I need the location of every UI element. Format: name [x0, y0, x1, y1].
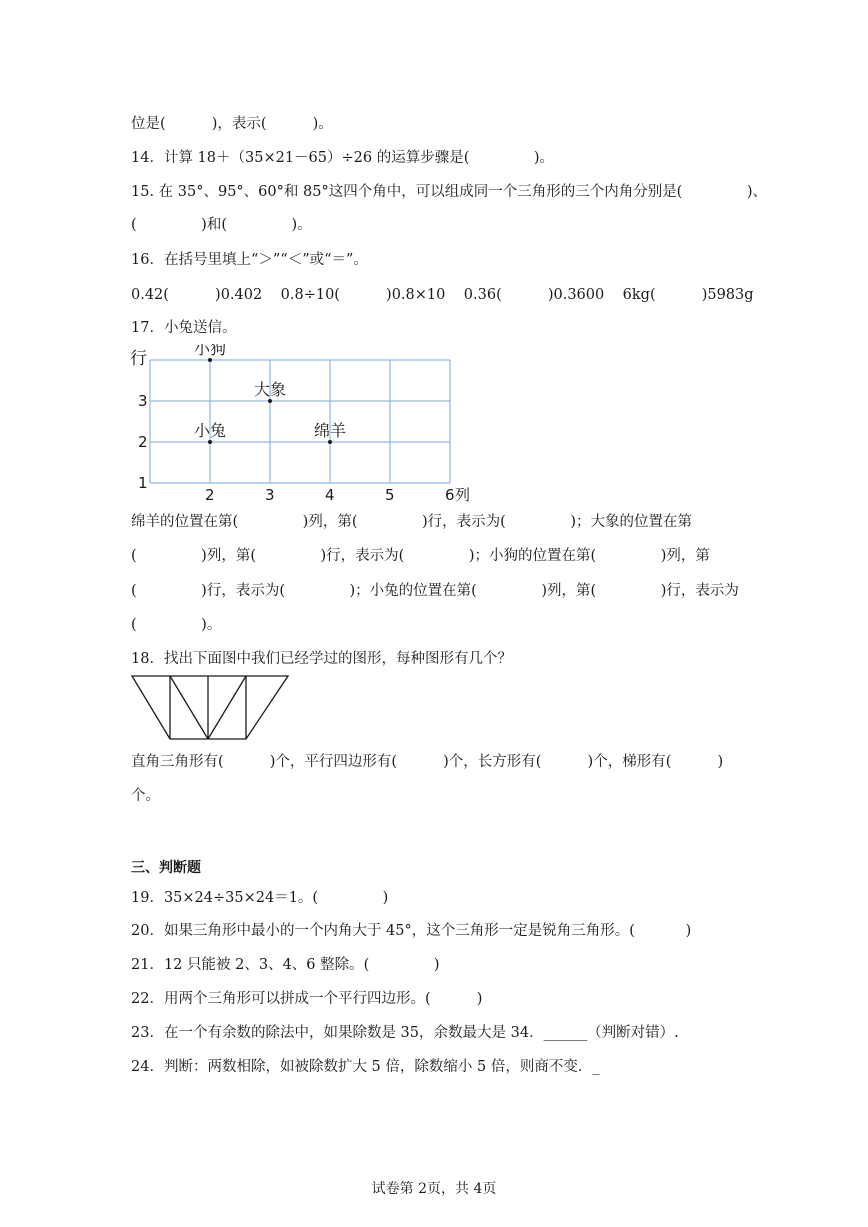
question-17-answer-c: ( )行，表示为( )；小兔的位置在第( )列，第( )行，表示为 — [131, 583, 739, 599]
point-marker — [328, 440, 332, 444]
point-marker — [268, 399, 272, 403]
question-23: 23．在一个有余数的除法中，如果除数是 35，余数最大是 34．______（判断对错）. — [131, 1025, 679, 1041]
point-marker — [208, 358, 212, 362]
col-tick-label: 3 — [265, 486, 275, 504]
question-17-answer-b: ( )列，第( )行，表示为( )；小狗的位置在第( )列，第 — [131, 548, 710, 564]
question-15-line1: 15. 在 35°、95°、60°和 85°这四个角中，可以组成同一个三角形的三个内角分别是( )、 — [131, 184, 768, 200]
question-20: 20．如果三角形中最小的一个内角大于 45°，这个三角形一定是锐角三角形。( ) — [131, 923, 692, 939]
trapezoid-outline — [132, 676, 288, 739]
row-tick-label: 1 — [138, 474, 148, 492]
question-16-items: 0.42( )0.402 0.8÷10( )0.8×10 0.36( )0.3600 6kg( )5983g — [131, 287, 754, 303]
row-tick-label: 3 — [138, 392, 148, 410]
figure-line — [170, 676, 208, 739]
question-22: 22．用两个三角形可以拼成一个平行四边形。( ) — [131, 991, 483, 1007]
col-tick-label: 4 — [325, 486, 335, 504]
position-grid — [128, 344, 488, 504]
question-17: 17．小兔送信。 — [131, 320, 237, 336]
question-18: 18．找出下面图中我们已经学过的图形，每种图形有几个？ — [131, 651, 512, 667]
question-21: 21．12 只能被 2、3、4、6 整除。( ) — [131, 957, 440, 973]
row-axis-label: 行 — [130, 349, 147, 369]
question-18-answer-a: 直角三角形有( )个，平行四边形有( )个，长方形有( )个，梯形有( ) — [131, 754, 724, 770]
figure-line — [208, 676, 246, 739]
col-axis-label: 列 — [455, 486, 471, 504]
row-tick-label: 2 — [138, 433, 148, 451]
question-18-answer-b: 个。 — [131, 788, 160, 804]
point-marker — [208, 440, 212, 444]
line-1: 位是( )，表示( )。 — [131, 116, 333, 132]
section-heading-judgement: 三、判断题 — [131, 860, 201, 876]
question-14: 14．计算 18＋（35×21－65）÷26 的运算步骤是( )。 — [131, 150, 555, 166]
point-label: 绵羊 — [314, 421, 347, 440]
point-label: 大象 — [254, 380, 287, 399]
question-17-answer-d: ( )。 — [131, 617, 222, 633]
trapezoid-figure — [128, 674, 298, 744]
question-19: 19．35×24÷35×24＝1。( ) — [131, 890, 389, 906]
question-24: 24．判断：两数相除，如被除数扩大 5 倍，除数缩小 5 倍，则商不变．_ — [131, 1059, 600, 1075]
col-tick-label: 6 — [445, 486, 455, 504]
col-tick-label: 2 — [205, 486, 215, 504]
col-tick-label: 5 — [385, 486, 395, 504]
question-16: 16．在括号里填上“＞”“＜”或“＝”。 — [131, 252, 368, 268]
question-17-answer-a: 绵羊的位置在第( )列，第( )行，表示为( )；大象的位置在第 — [131, 514, 693, 530]
page-footer: 试卷第 2页，共 4页 — [371, 1181, 497, 1197]
point-label: 小狗 — [194, 344, 227, 358]
question-15-line2: ( )和( )。 — [131, 217, 312, 233]
point-label: 小兔 — [194, 421, 227, 440]
